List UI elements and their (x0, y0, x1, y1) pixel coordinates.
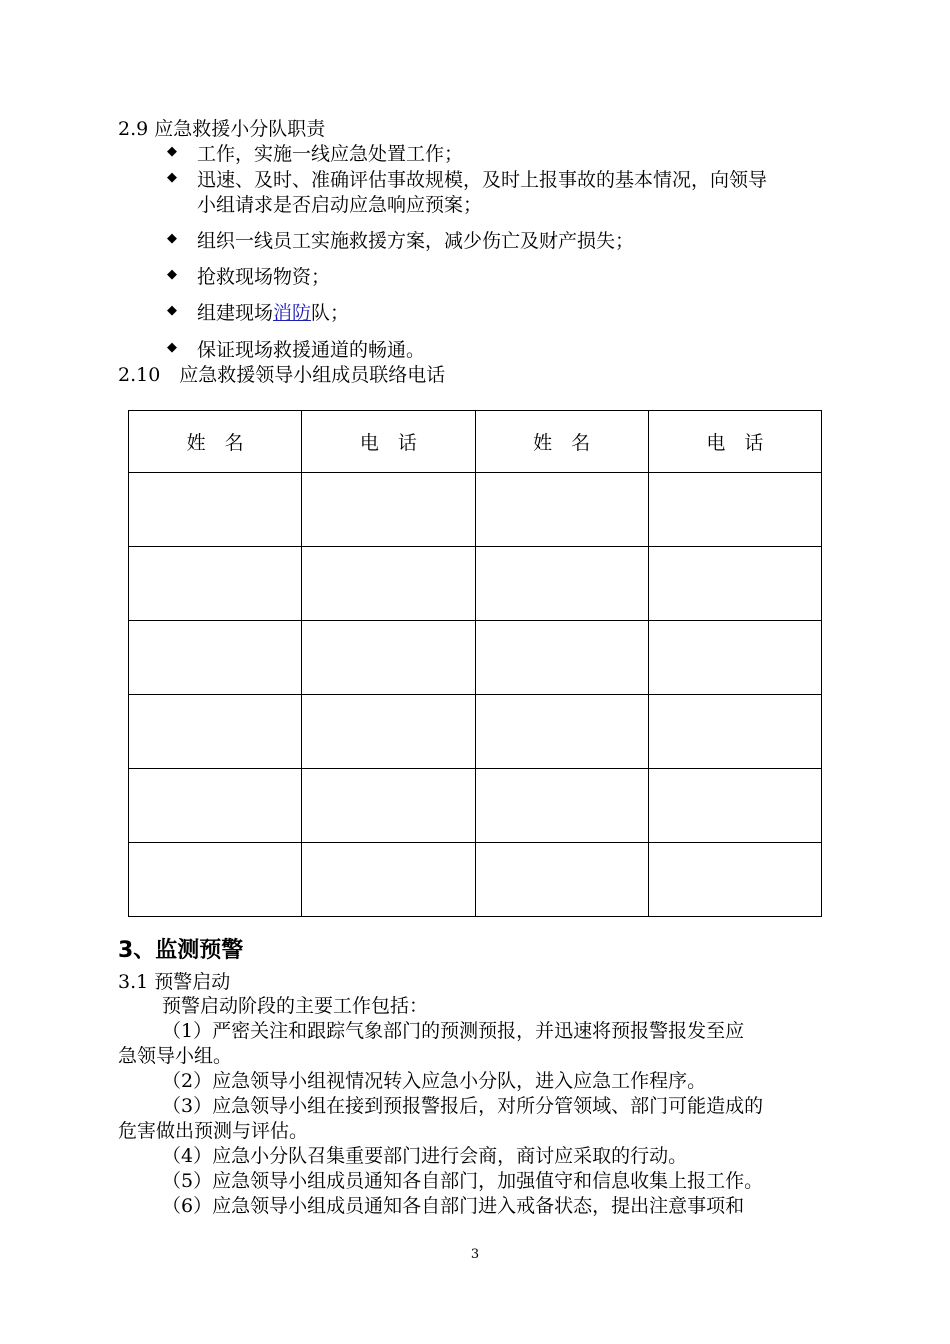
bullet-text: 抢救现场物资； (197, 266, 331, 288)
phone-cell (648, 769, 821, 843)
header-phone-cell: 电 话 (302, 411, 475, 473)
table-row (129, 473, 822, 547)
bullet-text: 工作，实施一线应急处置工作； (197, 143, 464, 165)
section-3-heading: 3、监测预警 (118, 938, 244, 963)
diamond-bullet-icon: ◆ (167, 170, 177, 185)
phone-cell (648, 621, 821, 695)
table-row (129, 621, 822, 695)
phone-cell (302, 621, 475, 695)
paragraph-line: 危害做出预测与评估。 (118, 1120, 309, 1142)
paragraph-intro: 预警启动阶段的主要工作包括： (162, 995, 429, 1017)
bullet-text: 小组请求是否启动应急响应预案； (197, 194, 483, 216)
section-2-10-title: 2.10 应急救援领导小组成员联络电话 (118, 364, 446, 386)
name-cell (129, 547, 302, 621)
diamond-bullet-icon: ◆ (167, 231, 177, 246)
table-row (129, 695, 822, 769)
phone-cell (648, 843, 821, 917)
name-cell (475, 473, 648, 547)
bullet-text: 迅速、及时、准确评估事故规模，及时上报事故的基本情况，向领导 (197, 169, 768, 191)
paragraph-line: （6）应急领导小组成员通知各自部门进入戒备状态，提出注意事项和 (162, 1195, 745, 1217)
section-3-1-title: 3.1 预警启动 (118, 971, 231, 993)
phone-cell (302, 843, 475, 917)
phone-cell (648, 547, 821, 621)
bullet-text-firefighting (197, 301, 349, 325)
phone-cell (302, 769, 475, 843)
table-header-row (129, 411, 822, 473)
name-cell (475, 769, 648, 843)
paragraph-line: （3）应急领导小组在接到预报警报后，对所分管领域、部门可能造成的 (162, 1095, 764, 1117)
page-number: 3 (470, 1247, 480, 1262)
paragraph-line: （1）严密关注和跟踪气象部门的预测预报，并迅速将预报警报发至应 (162, 1020, 745, 1042)
paragraph-line: 急领导小组。 (118, 1045, 233, 1067)
name-cell (475, 547, 648, 621)
diamond-bullet-icon: ◆ (167, 144, 177, 159)
name-cell (129, 621, 302, 695)
name-cell (129, 473, 302, 547)
name-cell (475, 695, 648, 769)
contact-table (128, 410, 822, 917)
name-cell (129, 843, 302, 917)
phone-cell (302, 473, 475, 547)
phone-cell (648, 695, 821, 769)
paragraph-line: （2）应急领导小组视情况转入应急小分队，进入应急工作程序。 (162, 1070, 707, 1092)
bullet-text-before-link: 组建现场 (197, 302, 274, 324)
name-cell (475, 621, 648, 695)
diamond-bullet-icon: ◆ (167, 267, 177, 282)
paragraph-line: （4）应急小分队召集重要部门进行会商，商讨应采取的行动。 (162, 1145, 688, 1167)
phone-cell (302, 695, 475, 769)
table-row (129, 547, 822, 621)
section-2-9-title: 2.9 应急救援小分队职责 (118, 118, 326, 140)
bullet-text: 组织一线员工实施救援方案，减少伤亡及财产损失； (197, 230, 635, 252)
diamond-bullet-icon: ◆ (167, 340, 177, 355)
bullet-text-after-link: 队； (311, 302, 350, 324)
firefighting-link[interactable]: 消防 (273, 302, 312, 324)
paragraph-line: （5）应急领导小组成员通知各自部门，加强值守和信息收集上报工作。 (162, 1170, 764, 1192)
header-name-cell: 姓 名 (475, 411, 648, 473)
header-phone-cell: 电 话 (648, 411, 821, 473)
name-cell (129, 695, 302, 769)
header-name-cell: 姓 名 (129, 411, 302, 473)
phone-cell (648, 473, 821, 547)
name-cell (475, 843, 648, 917)
table-row (129, 843, 822, 917)
table-row (129, 769, 822, 843)
name-cell (129, 769, 302, 843)
table-body (129, 473, 822, 917)
phone-cell (302, 547, 475, 621)
diamond-bullet-icon: ◆ (167, 303, 177, 318)
bullet-text: 保证现场救援通道的畅通。 (197, 339, 426, 361)
